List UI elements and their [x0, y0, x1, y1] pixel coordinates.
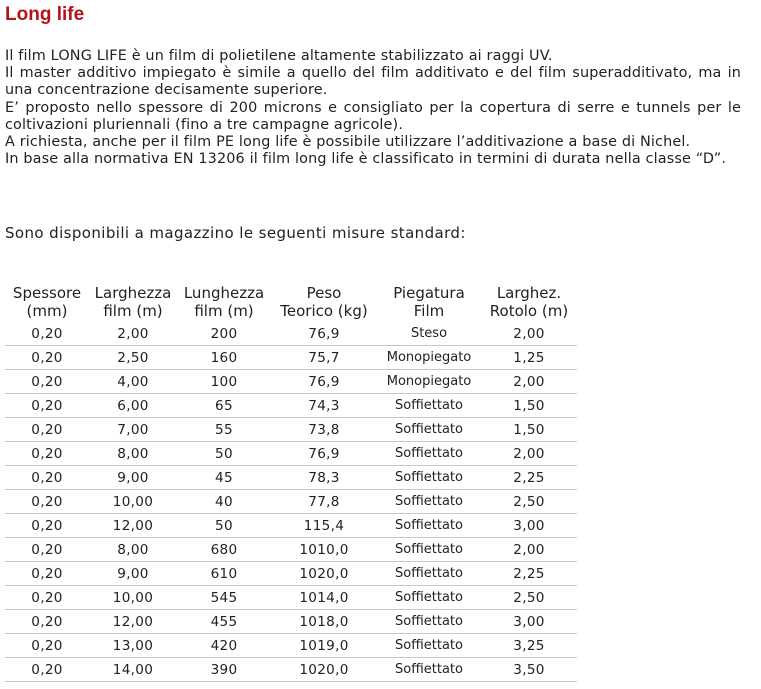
- table-cell: 610: [177, 562, 271, 586]
- table-row: [5, 634, 577, 658]
- table-cell: 8,00: [89, 442, 177, 466]
- table-cell: 1020,0: [271, 562, 377, 586]
- table-cell: 1,25: [481, 346, 577, 370]
- header-weight: Peso Teorico (kg): [280, 284, 368, 320]
- table-cell: 55: [177, 418, 271, 442]
- table-cell: 3,25: [481, 634, 577, 658]
- intro-paragraph: Il film LONG LIFE è un film di polietilene altamente stabilizzato ai raggi UV.: [5, 48, 553, 64]
- header-folding: Piegatura Film: [393, 284, 465, 320]
- table-row: [5, 514, 577, 538]
- table-cell: 1019,0: [271, 634, 377, 658]
- intro-paragraph: In base alla normativa EN 13206 il film long life è classificato in termini di durata nella classe “D”.: [5, 151, 727, 168]
- table-cell: 1,50: [481, 418, 577, 442]
- table-cell: Soffiettato: [377, 586, 481, 610]
- availability-note: Sono disponibili a magazzino le seguenti misure standard:: [5, 224, 466, 242]
- table-cell: 45: [177, 466, 271, 490]
- table-row: [5, 466, 577, 490]
- table-cell: 100: [177, 370, 271, 394]
- table-cell: 6,00: [89, 394, 177, 418]
- table-cell: 0,20: [5, 370, 89, 394]
- table-cell: Monopiegato: [377, 370, 481, 394]
- table-cell: 78,3: [271, 466, 377, 490]
- table-cell: 0,20: [5, 346, 89, 370]
- table-row: [5, 490, 577, 514]
- table-cell: 12,00: [89, 610, 177, 634]
- intro-paragraph: A richiesta, anche per il film PE long life è possibile utilizzare l’additivazione a base di Nichel.: [5, 134, 691, 151]
- table-cell: 76,9: [271, 442, 377, 466]
- table-cell: 40: [177, 490, 271, 514]
- table-cell: 50: [177, 442, 271, 466]
- page-title: Long life: [5, 4, 85, 25]
- table-cell: 8,00: [89, 538, 177, 562]
- table-cell: 9,00: [89, 562, 177, 586]
- table-cell: Soffiettato: [377, 442, 481, 466]
- table-cell: 1020,0: [271, 658, 377, 682]
- table-row: [5, 562, 577, 586]
- table-cell: Soffiettato: [377, 610, 481, 634]
- intro-paragraph: Il master additivo impiegato è simile a quello del film additivato e del film superadditivato, ma in una concentrazione decisamente superiore.: [5, 65, 741, 99]
- table-cell: 1,50: [481, 394, 577, 418]
- table-cell: 2,00: [481, 538, 577, 562]
- table-cell: 74,3: [271, 394, 377, 418]
- table-cell: Steso: [377, 322, 481, 346]
- table-cell: 0,20: [5, 514, 89, 538]
- table-cell: Soffiettato: [377, 418, 481, 442]
- table-cell: 2,00: [481, 322, 577, 346]
- intro-paragraph: E’ proposto nello spessore di 200 microns e consigliato per la copertura di serre e tunnels per le coltivazioni pluriennali (fino a tre campagne agricole).: [5, 99, 741, 133]
- table-cell: 2,00: [89, 322, 177, 346]
- table-cell: 7,00: [89, 418, 177, 442]
- table-cell: 0,20: [5, 586, 89, 610]
- table-cell: 2,00: [481, 442, 577, 466]
- header-length: Lunghezza film (m): [183, 284, 265, 320]
- table-cell: 9,00: [89, 466, 177, 490]
- table-cell: 2,25: [481, 562, 577, 586]
- header-row: [5, 282, 577, 322]
- table-cell: 10,00: [89, 490, 177, 514]
- table-row: [5, 394, 577, 418]
- table-cell: 0,20: [5, 634, 89, 658]
- table-body: [5, 322, 577, 682]
- table-cell: Soffiettato: [377, 538, 481, 562]
- table-cell: 50: [177, 514, 271, 538]
- table-cell: 2,50: [481, 586, 577, 610]
- table-cell: 1014,0: [271, 586, 377, 610]
- table-cell: 545: [177, 586, 271, 610]
- table-cell: 3,50: [481, 658, 577, 682]
- table-cell: 390: [177, 658, 271, 682]
- table-cell: 77,8: [271, 490, 377, 514]
- table-cell: 1018,0: [271, 610, 377, 634]
- table-cell: 0,20: [5, 562, 89, 586]
- table-cell: 2,50: [89, 346, 177, 370]
- table-cell: 3,00: [481, 514, 577, 538]
- table-cell: 0,20: [5, 442, 89, 466]
- table-cell: Soffiettato: [377, 394, 481, 418]
- table-cell: 420: [177, 634, 271, 658]
- table-cell: 0,20: [5, 490, 89, 514]
- table-cell: Monopiegato: [377, 346, 481, 370]
- sizes-table: [5, 282, 577, 682]
- table-cell: 12,00: [89, 514, 177, 538]
- intro-text: [5, 48, 741, 168]
- header-width: Larghezza film (m): [94, 284, 172, 320]
- table-cell: 160: [177, 346, 271, 370]
- table-cell: 0,20: [5, 466, 89, 490]
- table-header: [5, 282, 577, 322]
- table-row: [5, 418, 577, 442]
- table-cell: Soffiettato: [377, 490, 481, 514]
- table-row: [5, 610, 577, 634]
- table-row: [5, 370, 577, 394]
- header-thickness: Spessore (mm): [12, 284, 82, 320]
- table-cell: 0,20: [5, 658, 89, 682]
- table-row: [5, 442, 577, 466]
- header-roll-width: Larghez. Rotolo (m): [489, 284, 569, 320]
- table-cell: 3,00: [481, 610, 577, 634]
- table-cell: 73,8: [271, 418, 377, 442]
- table-cell: 0,20: [5, 538, 89, 562]
- table-cell: 200: [177, 322, 271, 346]
- table-cell: 0,20: [5, 322, 89, 346]
- table-cell: Soffiettato: [377, 466, 481, 490]
- table-cell: Soffiettato: [377, 658, 481, 682]
- table-cell: 0,20: [5, 394, 89, 418]
- table-cell: 2,50: [481, 490, 577, 514]
- table-cell: 115,4: [271, 514, 377, 538]
- table-cell: 10,00: [89, 586, 177, 610]
- table-cell: 14,00: [89, 658, 177, 682]
- table-cell: 680: [177, 538, 271, 562]
- table-cell: 1010,0: [271, 538, 377, 562]
- table-cell: Soffiettato: [377, 562, 481, 586]
- table-cell: 4,00: [89, 370, 177, 394]
- table-cell: 2,25: [481, 466, 577, 490]
- table-cell: 75,7: [271, 346, 377, 370]
- table-row: [5, 586, 577, 610]
- table-row: [5, 538, 577, 562]
- table-cell: Soffiettato: [377, 634, 481, 658]
- table-row: [5, 322, 577, 346]
- table-cell: 76,9: [271, 370, 377, 394]
- table-cell: 0,20: [5, 610, 89, 634]
- table-cell: 76,9: [271, 322, 377, 346]
- table-row: [5, 346, 577, 370]
- table-cell: 13,00: [89, 634, 177, 658]
- table-cell: 2,00: [481, 370, 577, 394]
- table-cell: Soffiettato: [377, 514, 481, 538]
- table-cell: 65: [177, 394, 271, 418]
- table-row: [5, 658, 577, 682]
- table-cell: 0,20: [5, 418, 89, 442]
- table-cell: 455: [177, 610, 271, 634]
